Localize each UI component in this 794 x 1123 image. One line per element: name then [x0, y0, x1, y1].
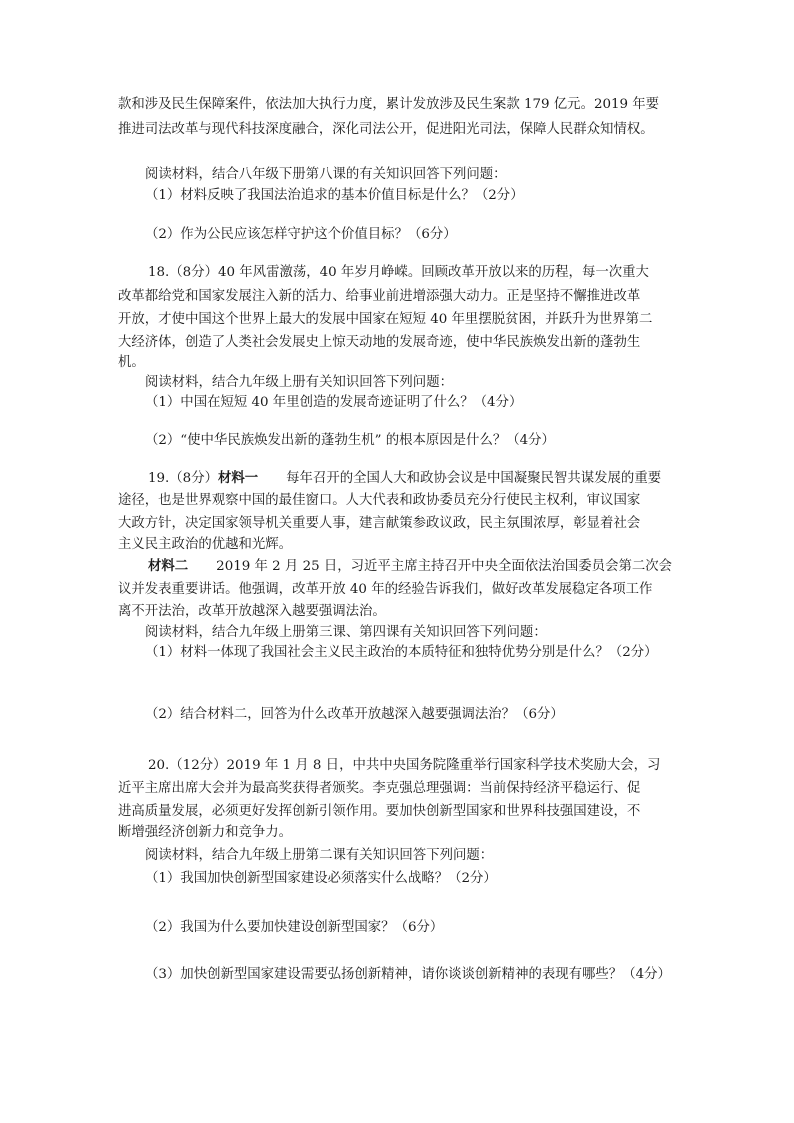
q20-line-3: 进高质量发展，必须更好发挥创新引领作用。要加快创新型国家和世界科技强国建设，不 [118, 804, 641, 819]
q19-question-2: （2）结合材料二，回答为什么改革开放越深入越要强调法治？（6分） [145, 707, 564, 722]
q18-line-2: 改革都给党和国家发展注入新的活力、给事业前进增添强大动力。正是坚持不懈推进改革 [118, 289, 641, 304]
intro-question-2: （2）作为公民应该怎样守护这个价值目标？（6分） [145, 227, 457, 242]
intro-line-2: 推进司法改革与现代科技深度融合，深化司法公开，促进阳光司法，保障人民群众知情权。 [118, 122, 654, 137]
q19-line-3: 大政方针，决定国家领导机关重要人事，建言献策参政议政，民主氛围浓厚，彰显着社会 [118, 516, 641, 531]
q20-question-1: （1）我国加快创新型国家建设必须落实什么战略？（2分） [145, 871, 497, 886]
q19-number: 19.（8分） [148, 471, 218, 486]
intro-line-1: 款和涉及民生保障案件，依法加大执行力度，累计发放涉及民生案款 179 亿元。2019 年要 [118, 97, 660, 112]
q20-question-3: （3）加快创新型国家建设需要弘扬创新精神，请你谈谈创新精神的表现有哪些？（4分） [145, 967, 671, 982]
q18-line-4: 大经济体，创造了人类社会发展史上惊天动地的发展奇迹，使中华民族焕发出新的蓬勃生 [118, 335, 641, 350]
q19-line-6: 议并发表重要讲话。他强调，改革开放 40 年的经验告诉我们，做好改革发展稳定各项工作 [118, 582, 653, 597]
q19-line-4: 主义民主政治的优越和光辉。 [118, 537, 293, 552]
q18-line-5: 机。 [118, 355, 145, 370]
q20-line-1: 20.（12分）2019 年 1 月 8 日，中共中央国务院隆重举行国家科学技术奖励大会，习 [148, 758, 661, 773]
q19-line-7: 离不开法治，改革开放越深入越要强调法治。 [118, 604, 386, 619]
q19-line-5-text: 2019 年 2 月 25 日，习近平主席主持召开中央全面依法治国委员会第二次会 [216, 559, 673, 574]
intro-question-1: （1）材料反映了我国法治追求的基本价值目标是什么？（2分） [145, 188, 524, 203]
q18-question-1: （1）中国在短短 40 年里创造的发展奇迹证明了什么？（4分） [145, 395, 523, 410]
q19-line-1-text: 每年召开的全国人大和政协会议是中国凝聚民智共谋发展的重要 [286, 471, 662, 486]
q20-instruction: 阅读材料，结合九年级上册第二课有关知识回答下列问题： [145, 848, 494, 863]
q19-material-1-label: 材料一 [218, 470, 259, 486]
q18-line-1: 18.（8分）40 年风雷激荡，40 年岁月峥嵘。回顾改革开放以来的历程，每一次重大 [148, 265, 649, 280]
q19-instruction: 阅读材料，结合九年级上册第三课、第四课有关知识回答下列问题： [145, 625, 547, 640]
q18-instruction: 阅读材料，结合九年级上册有关知识回答下列问题： [145, 375, 453, 390]
q20-line-4: 断增强经济创新力和竞争力。 [118, 825, 293, 840]
q20-line-2: 近平主席出席大会并为最高奖获得者颁奖。李克强总理强调：当前保持经济平稳运行、促 [118, 781, 641, 796]
q19-material-2-label: 材料二 [148, 558, 189, 574]
q18-line-3: 开放，才使中国这个世界上最大的发展中国家在短短 40 年里摆脱贫困，并跃升为世界第二 [118, 312, 653, 327]
q19-line-5 [148, 556, 672, 577]
q19-question-1: （1）材料一体现了我国社会主义民主政治的本质特征和独特优势分别是什么？（2分） [145, 645, 658, 660]
intro-instruction: 阅读材料，结合八年级下册第八课的有关知识回答下列问题： [145, 167, 507, 182]
q19-line-2: 途径，也是世界观察中国的最佳窗口。人大代表和政协委员充分行使民主权利，审议国家 [118, 493, 641, 508]
q19-line-1 [148, 468, 661, 489]
q18-question-2: （2）“使中华民族焕发出新的蓬勃生机” 的根本原因是什么？（4分） [145, 433, 555, 448]
q20-question-2: （2）我国为什么要加快建设创新型国家？（6分） [145, 920, 444, 935]
